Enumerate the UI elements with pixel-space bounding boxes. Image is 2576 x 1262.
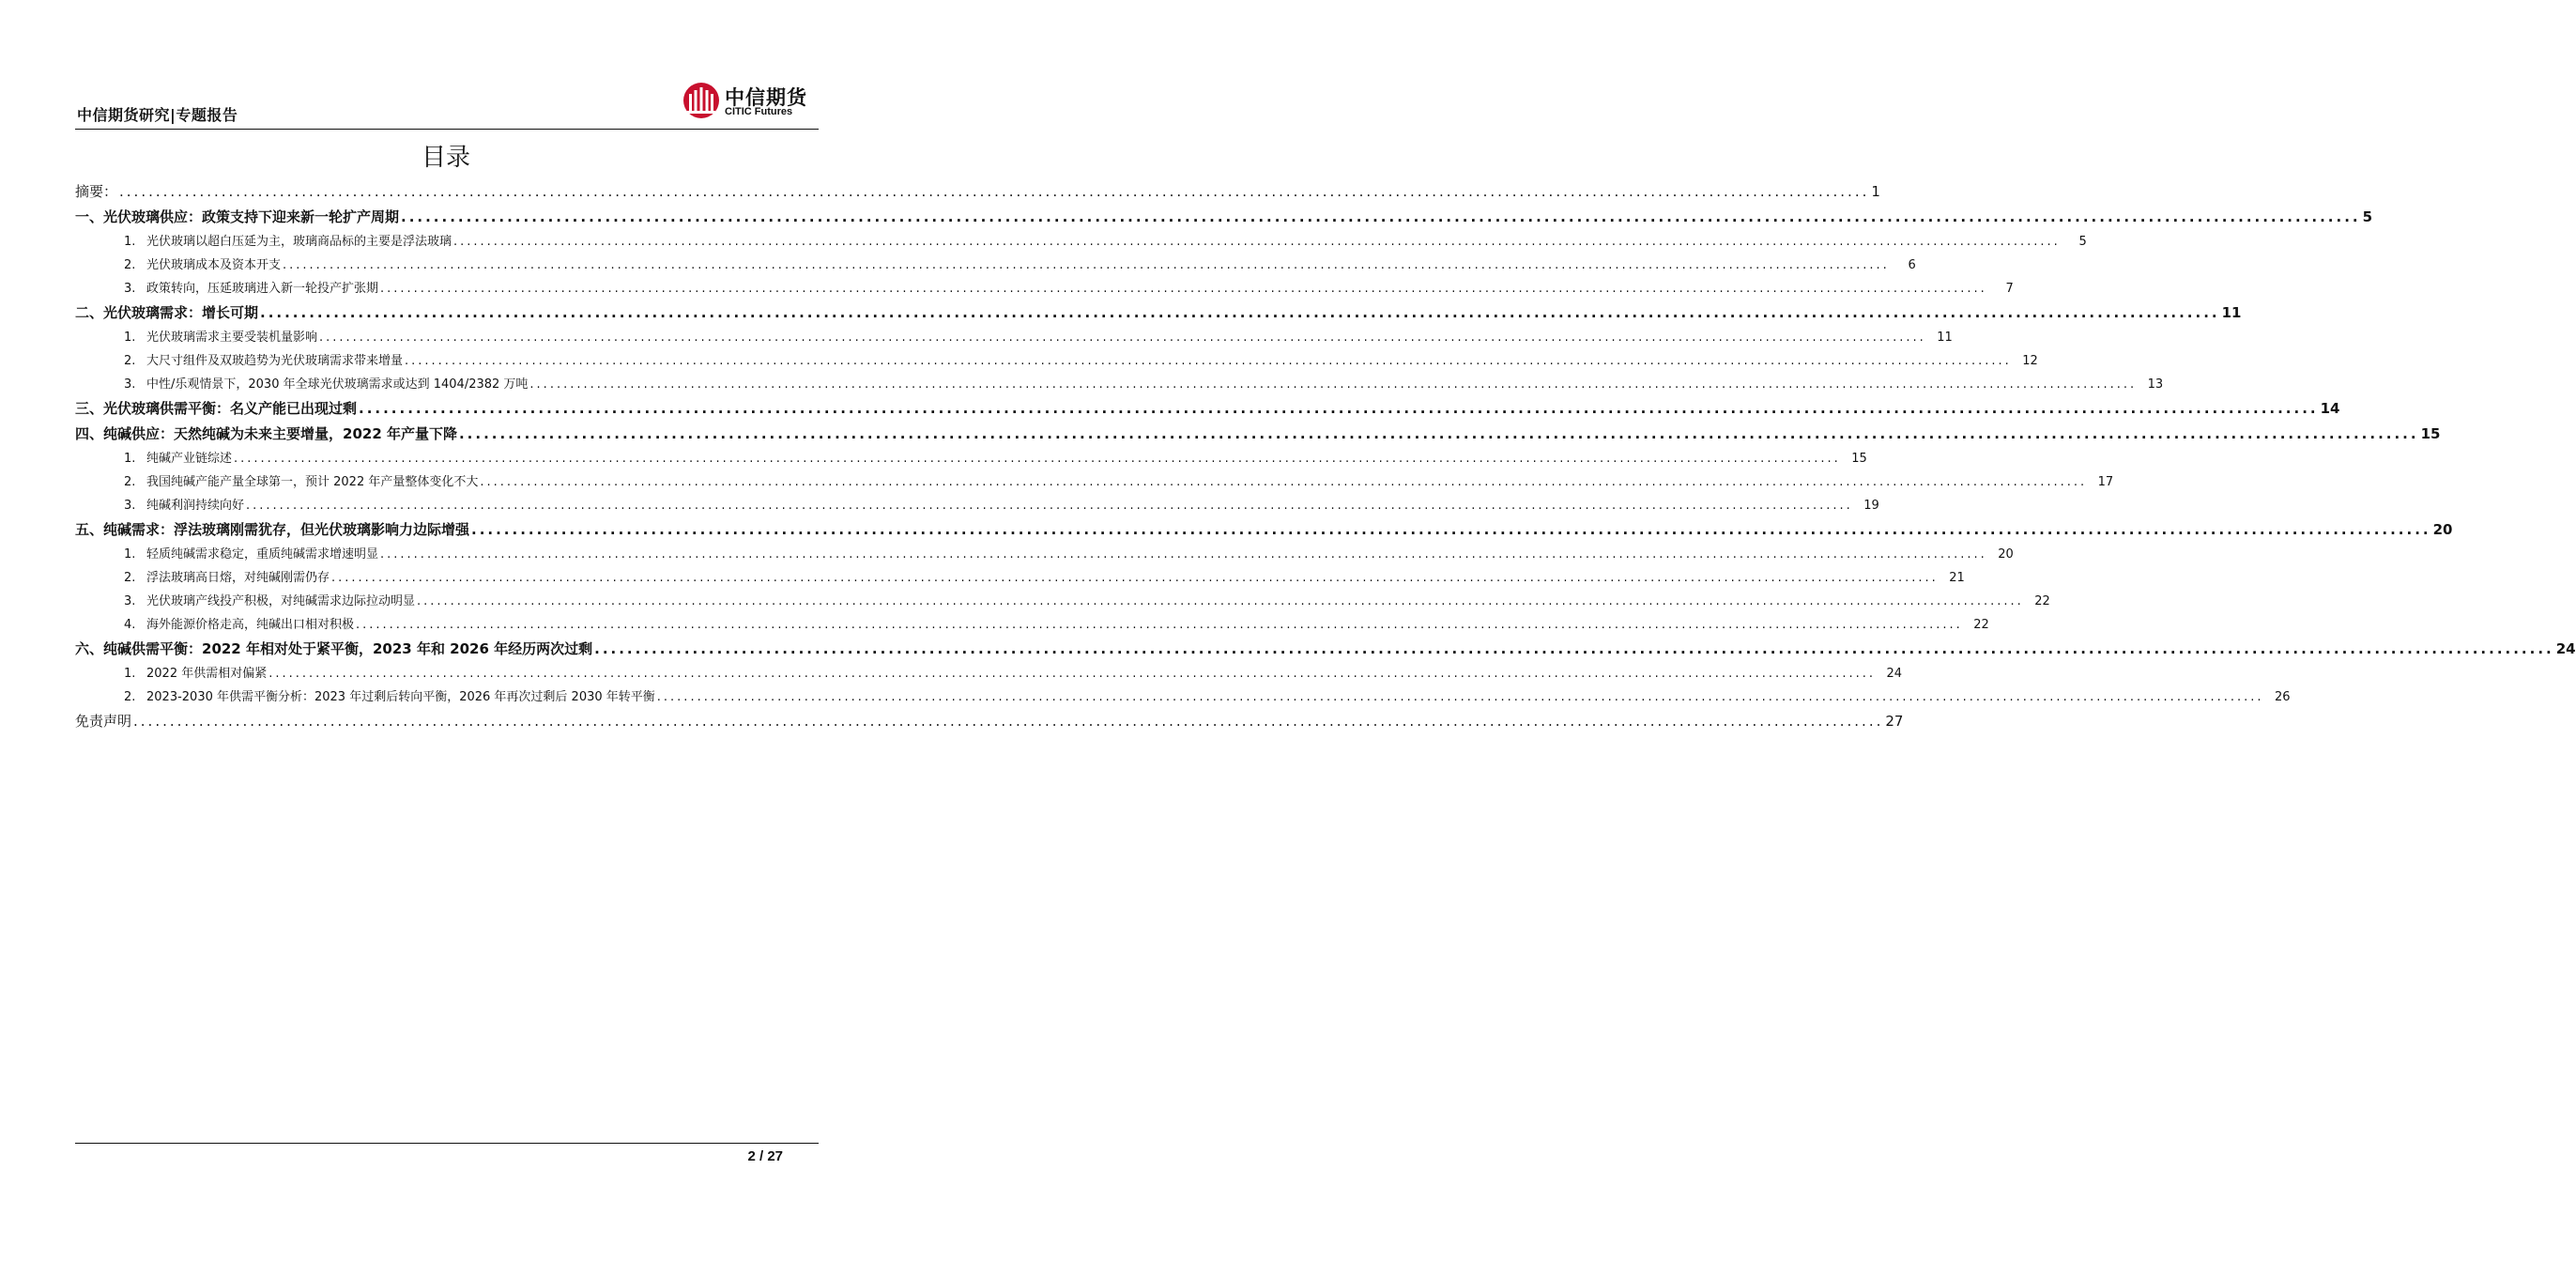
toc-dot-leader [119,181,1869,203]
toc-entry-text: 纯碱利润持续向好 [146,499,245,513]
toc-entry[interactable] [75,545,2014,564]
toc-dot-leader [331,568,1939,588]
toc-entry[interactable] [75,255,1916,275]
toc-entry[interactable] [75,615,1989,635]
toc-entry-label [124,328,317,347]
toc-entry-text: 2023-2030 年供需平衡分析：2023 年过剩后转向平衡，2026 年再次过剩后 2030 年转平衡 [146,690,655,704]
toc-entry[interactable] [75,375,2164,394]
toc-entry-page: 5 [2078,235,2087,249]
toc-entry-label [124,496,244,516]
toc-entry-label [124,279,378,299]
toc-dot-leader [480,472,2087,492]
toc-dot-leader [319,328,1926,347]
toc-entry-label [124,545,378,564]
toc-entry-text: 五、纯碱需求：浮法玻璃刚需犹存，但光伏玻璃影响力边际增强 [75,521,470,538]
toc-entry-text: 海外能源价格走高，纯碱出口相对积极 [146,618,355,632]
toc-entry-label [124,592,415,611]
toc-entry[interactable] [75,472,2114,492]
toc-entry[interactable] [75,711,1904,732]
toc-entry-label [75,519,469,541]
toc-entry-label [124,615,354,635]
toc-entry-page: 22 [1973,618,1989,632]
toc-entry[interactable] [75,664,1902,684]
toc-entry-text: 轻质纯碱需求稳定，重质纯碱需求增速明显 [146,547,379,562]
toc-entry-number: 3. [124,499,136,513]
toc-dot-leader [529,375,2137,394]
toc-dot-leader [234,449,1841,469]
toc-entry-page: 15 [1851,452,1867,466]
toc-dot-leader [246,496,1853,516]
toc-entry[interactable] [75,568,1965,588]
table-of-contents [75,181,2576,736]
toc-dot-leader [283,255,1890,275]
toc-entry[interactable] [75,423,2441,445]
toc-entry-text: 四、纯碱供应：天然纯碱为未来主要增量，2022 年产量下降 [75,425,457,442]
toc-entry-page: 13 [2147,377,2164,392]
toc-entry-text: 一、光伏玻璃供应：政策支持下迎来新一轮扩产周期 [75,208,400,225]
toc-dot-leader [380,279,1987,299]
toc-entry-label [124,664,267,684]
toc-entry-number: 3. [124,282,136,296]
toc-entry[interactable] [75,302,2242,324]
toc-entry-text: 浮法玻璃高日熔，对纯碱刚需仍存 [146,571,330,585]
toc-entry-label [124,375,528,394]
toc-entry-page: 11 [2221,304,2242,321]
toc-dot-leader [453,232,2061,252]
toc-entry[interactable] [75,639,2576,660]
toc-entry-page: 20 [1998,547,2014,562]
logo-chinese-text: 中信期货 [725,86,807,109]
toc-entry-page: 17 [2097,475,2114,489]
toc-entry[interactable] [75,449,1867,469]
toc-entry-label [75,302,258,324]
toc-entry-number: 1. [124,452,136,466]
toc-entry-number: 1. [124,667,136,681]
toc-entry[interactable] [75,279,2014,299]
logo-english-text: CITIC Futures [725,106,793,117]
toc-entry-text: 三、光伏玻璃供需平衡：名义产能已出现过剩 [75,400,358,417]
toc-entry[interactable] [75,496,1879,516]
toc-entry-page: 11 [1937,331,1953,345]
toc-entry[interactable] [75,592,2050,611]
toc-entry-number: 1. [124,331,136,345]
toc-entry-label [75,398,357,420]
toc-entry[interactable] [75,398,2340,420]
toc-entry-label [124,687,655,707]
toc-entry-text: 六、纯碱供需平衡：2022 年相对处于紧平衡，2023 年和 2026 年经历两次过剩 [75,640,593,657]
toc-entry[interactable] [75,328,1953,347]
toc-entry-text: 光伏玻璃以超白压延为主，玻璃商品标的主要是浮法玻璃 [146,235,452,249]
page-number: 2 / 27 [747,1148,783,1164]
toc-entry-number: 1. [124,235,136,249]
toc-entry-label [75,423,457,445]
toc-entry-label [124,568,330,588]
toc-entry-text: 纯碱产业链综述 [146,452,233,466]
citic-logo-icon [682,81,721,120]
toc-entry-number: 3. [124,594,136,608]
toc-entry-text: 2022 年供需相对偏紧 [146,667,268,681]
toc-entry-label [124,255,281,275]
toc-dot-leader [401,207,2361,228]
toc-entry-number: 4. [124,618,136,632]
toc-entry[interactable] [75,351,2038,371]
toc-entry-label [75,207,399,228]
toc-entry-label [124,232,452,252]
toc-entry[interactable] [75,519,2453,541]
toc-entry-page: 19 [1863,499,1879,513]
toc-entry-number: 1. [124,547,136,562]
toc-dot-leader [356,615,1963,635]
toc-dot-leader [405,351,2012,371]
toc-dot-leader [657,687,2264,707]
toc-entry-label [124,351,403,371]
toc-entry-number: 2. [124,690,136,704]
toc-entry-label [124,449,232,469]
report-header-title: 中信期货研究|专题报告 [77,106,238,124]
toc-dot-leader [459,423,2419,445]
toc-entry-label [75,639,592,660]
toc-dot-leader [268,664,1876,684]
toc-entry-page: 14 [2320,400,2340,417]
toc-entry-page: 12 [2022,354,2038,368]
toc-entry[interactable] [75,207,2373,228]
toc-entry-number: 2. [124,571,136,585]
header-divider [75,129,819,130]
toc-entry-number: 2. [124,258,136,272]
toc-entry-label [124,472,478,492]
toc-entry-page: 27 [1885,713,1904,730]
toc-entry-page: 26 [2275,690,2291,704]
toc-title: 目录 [421,144,470,172]
toc-dot-leader [133,711,1883,732]
company-logo [682,81,813,124]
toc-entry-page: 21 [1949,571,1965,585]
toc-dot-leader [359,398,2319,420]
toc-entry-number: 3. [124,377,136,392]
toc-entry-text: 光伏玻璃产线投产积极，对纯碱需求边际拉动明显 [146,594,416,608]
toc-entry-page: 7 [2005,282,2014,296]
toc-entry-page: 5 [2362,208,2373,225]
toc-entry-text: 二、光伏玻璃需求：增长可期 [75,304,259,321]
toc-entry[interactable] [75,181,1880,203]
toc-entry-label [75,181,117,203]
toc-entry-text: 我国纯碱产能产量全球第一，预计 2022 年产量整体变化不大 [146,475,479,489]
toc-entry-page: 24 [1886,667,1902,681]
toc-dot-leader [471,519,2431,541]
toc-entry-text: 中性/乐观情景下，2030 年全球光伏玻璃需求或达到 1404/2382 万吨 [146,377,529,392]
toc-entry-label [75,711,131,732]
toc-entry[interactable] [75,687,2291,707]
toc-entry-text: 光伏玻璃成本及资本开支 [146,258,282,272]
toc-entry-text: 光伏玻璃需求主要受装机量影响 [146,331,318,345]
toc-entry-text: 免责声明 [75,713,132,730]
toc-entry-text: 政策转向，压延玻璃进入新一轮投产扩张期 [146,282,379,296]
toc-dot-leader [594,639,2554,660]
toc-entry-text: 大尺寸组件及双玻趋势为光伏玻璃需求带来增量 [146,354,404,368]
toc-entry-text: 摘要： [75,183,118,200]
toc-dot-leader [380,545,1987,564]
toc-entry-page: 20 [2432,521,2453,538]
toc-entry-number: 2. [124,354,136,368]
toc-entry-page: 22 [2034,594,2050,608]
toc-entry-page: 15 [2420,425,2441,442]
toc-entry-number: 2. [124,475,136,489]
toc-entry-page: 1 [1871,183,1880,200]
toc-dot-leader [260,302,2220,324]
toc-dot-leader [417,592,2024,611]
toc-entry[interactable] [75,232,2087,252]
toc-entry-page: 6 [1908,258,1916,272]
footer-divider [75,1143,819,1144]
toc-entry-page: 24 [2555,640,2576,657]
